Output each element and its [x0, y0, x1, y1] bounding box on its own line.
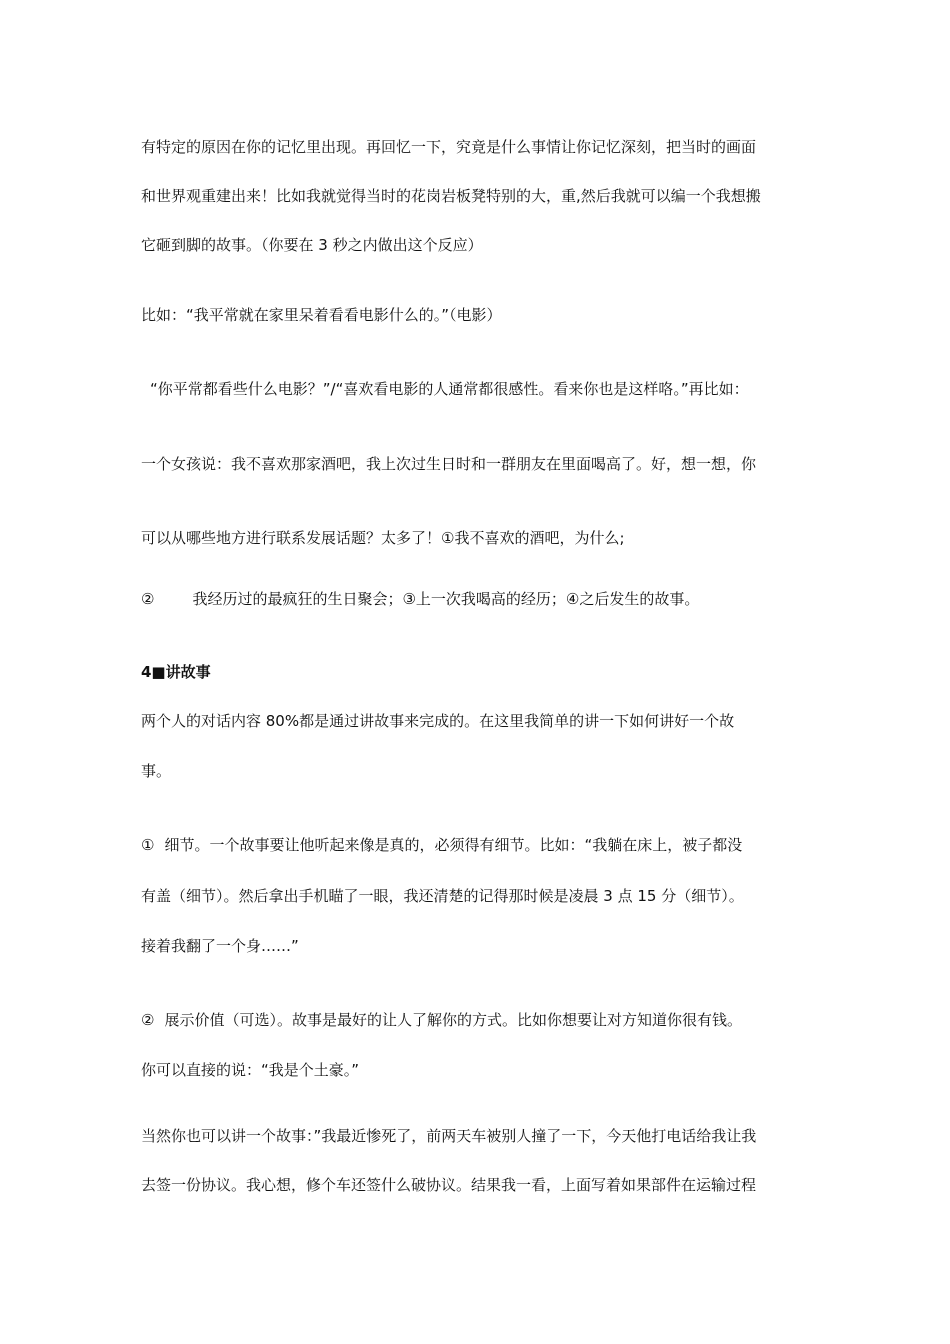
section-heading: 4■讲故事 — [141, 663, 211, 681]
paragraph-line: 一个女孩说：我不喜欢那家酒吧，我上次过生日时和一群朋友在里面喝高了。好，想一想，你 — [141, 455, 757, 473]
paragraph-line: 和世界观重建出来！比如我就觉得当时的花岗岩板凳特别的大，重,然后我就可以编一个我想搬 — [141, 187, 761, 205]
paragraph-line: 当然你也可以讲一个故事：”我最近惨死了，前两天车被别人撞了一下，今天他打电话给我让我 — [141, 1127, 757, 1145]
paragraph-line: 事。 — [141, 762, 172, 780]
paragraph-line: 有盖（细节）。然后拿出手机瞄了一眼，我还清楚的记得那时候是凌晨 3 点 15 分（细节）。 — [141, 887, 744, 905]
numbered-item — [141, 835, 742, 855]
paragraph-line: “你平常都看些什么电影？”/“喜欢看电影的人通常都很感性。看来你也是这样咯。”再比如： — [150, 380, 749, 398]
item-marker: ① — [141, 836, 155, 854]
item-marker: ② — [141, 1011, 155, 1029]
paragraph-line: 两个人的对话内容 80%都是通过讲故事来完成的。在这里我简单的讲一下如何讲好一个故 — [141, 712, 735, 730]
paragraph-line: 你可以直接的说：“我是个土豪。” — [141, 1061, 360, 1079]
item-marker: ② — [141, 590, 155, 608]
paragraph-line: 可以从哪些地方进行联系发展话题？太多了！①我不喜欢的酒吧，为什么; — [141, 529, 625, 547]
paragraph-line: 去签一份协议。我心想，修个车还签什么破协议。结果我一看，上面写着如果部件在运输过程 — [141, 1176, 757, 1194]
item-text: 展示价值（可选）。故事是最好的让人了解你的方式。比如你想要让对方知道你很有钱。 — [164, 1011, 742, 1029]
paragraph-line: 它砸到脚的故事。（你要在 3 秒之内做出这个反应） — [141, 236, 483, 254]
item-text: 细节。一个故事要让他听起来像是真的，必须得有细节。比如：“我躺在床上，被子都没 — [164, 836, 743, 854]
numbered-item — [141, 589, 699, 609]
numbered-item — [141, 1010, 742, 1030]
paragraph-line: 比如：“我平常就在家里呆着看看电影什么的。”（电影） — [141, 306, 502, 324]
paragraph-line: 有特定的原因在你的记忆里出现。再回忆一下，究竟是什么事情让你记忆深刻，把当时的画面 — [141, 138, 757, 156]
item-text: 我经历过的最疯狂的生日聚会；③上一次我喝高的经历；④之后发生的故事。 — [192, 590, 700, 608]
paragraph-line: 接着我翻了一个身……” — [141, 937, 299, 955]
